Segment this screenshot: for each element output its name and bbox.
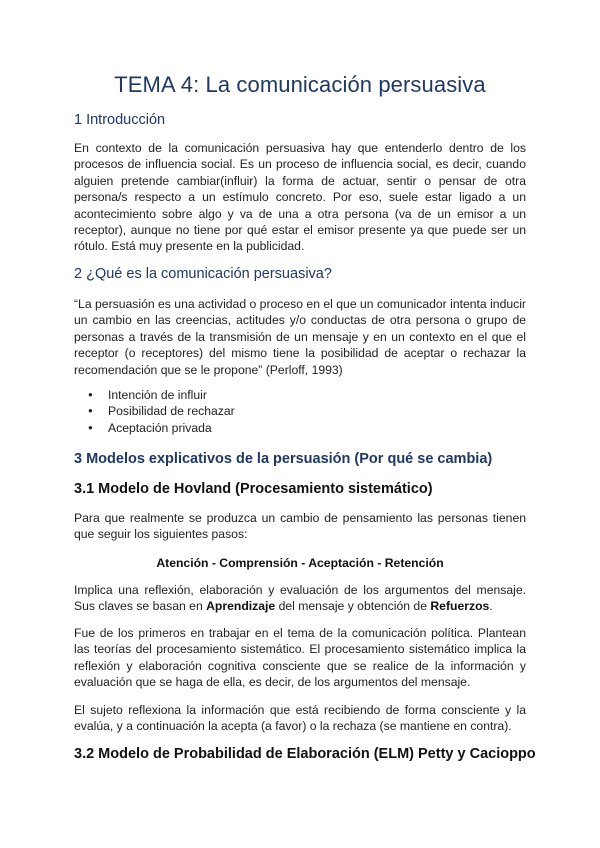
list-item: ● Intención de influir: [74, 387, 235, 403]
keyword-aprendizaje: Aprendizaje: [206, 599, 276, 614]
hovland-subject-paragraph: El sujeto reflexiona la información que está recibiendo de forma consciente y la evalúa, y a continuación la acepta (a favor) o la rechaza (se mantiene en contra).: [74, 703, 526, 734]
definition-quote: “La persuasión es una actividad o proceso en el que un comunicador intenta inducir un cambio en las creencias, actitudes y/o conductas de otra persona o grupo de personas a través de la transmisión de un mensaje y en un contexto en el que el receptor (o receptores) del mismo tiene la posibilidad de aceptar o rechazar la recomendación que se le propone” (Perloff, 1993): [74, 297, 526, 377]
intro-paragraph: En contexto de la comunicación persuasiva hay que entenderlo dentro de los procesos de influencia social. Es un proceso de influencia social, es decir, cuando alguien pretende cambiar(influir) la forma de actuar, sentir o pensar de otra persona/s respecto a un estímulo concreto. Por eso, suele estar ligado a un acontecimiento sobre algo y va de una a otra persona (va de un emisor a un receptor), aunque no tiene por qué estar el emisor presente ya que puede ser un rótulo. Está muy presente en la publicidad.: [74, 141, 526, 254]
hovland-politics-paragraph: Fue de los primeros en trabajar en el tema de la comunicación política. Plantean las teorías del procesamiento sistemático. El procesamiento sistemático implica la reflexión y elaboración cognitiva consciente que se realice de la información y evaluación que se haga de ella, es decir, de los argumentos del mensaje.: [74, 626, 526, 690]
hovland-keys-text-a: Implica una reflexión, elaboración y evaluación de los argumentos del mensaje. Sus claves se basan en: [74, 583, 526, 614]
section-heading-modelos: 3 Modelos explicativos de la persuasión (Por qué se cambia): [74, 451, 493, 467]
features-list: [74, 387, 235, 436]
hovland-keys-paragraph: [74, 582, 526, 615]
subsection-heading-hovland: 3.1 Modelo de Hovland (Procesamiento sistemático): [74, 481, 433, 497]
keyword-refuerzos: Refuerzos: [430, 599, 490, 614]
hovland-steps: Atención - Comprensión - Aceptación - Retención: [156, 556, 444, 570]
list-item: ● Aceptación privada: [74, 420, 235, 436]
section-heading-introduccion: 1 Introducción: [74, 112, 166, 128]
list-item: ● Posibilidad de rechazar: [74, 403, 235, 419]
hovland-intro-paragraph: Para que realmente se produzca un cambio de pensamiento las personas tienen que seguir los siguientes pasos:: [74, 511, 526, 542]
subsection-heading-elm: 3.2 Modelo de Probabilidad de Elaboración (ELM) Petty y Cacioppo: [74, 746, 536, 762]
hovland-keys-text-c: .: [489, 599, 493, 614]
hovland-keys-text-b: del mensaje y obtención de: [275, 599, 431, 614]
section-heading-que-es: 2 ¿Qué es la comunicación persuasiva?: [74, 266, 332, 282]
document-title: TEMA 4: La comunicación persuasiva: [114, 72, 486, 97]
